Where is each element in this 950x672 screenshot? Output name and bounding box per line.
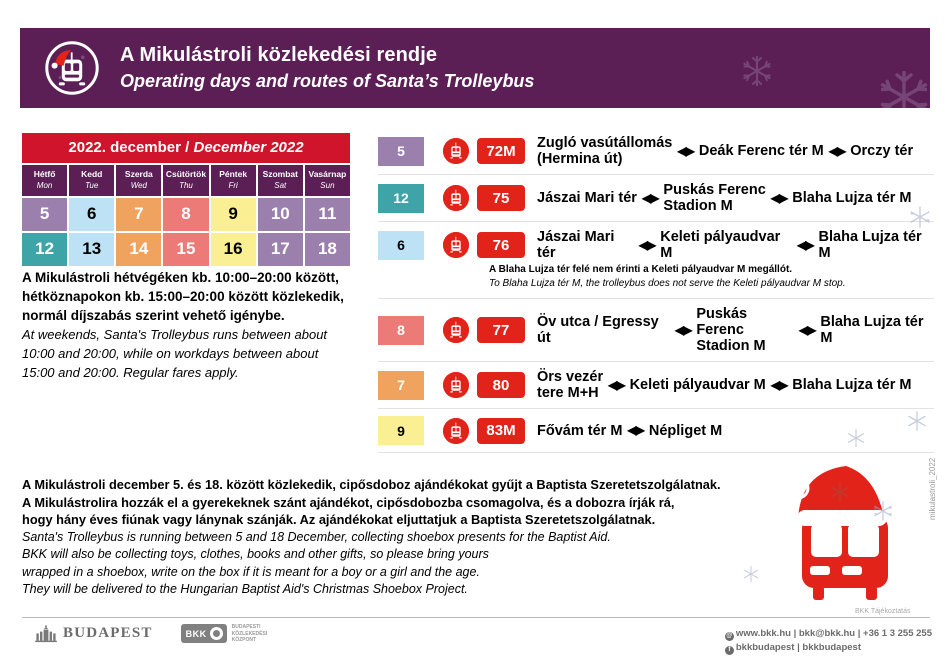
campaign-en-4: They will be delivered to the Hungarian Baptist Aid's Christmas Shoebox Project. [22, 582, 468, 596]
route-date-chip: 8 [378, 316, 424, 345]
schedule-note-hu-2: hétköznapokon kb. 15:00–20:00 között közlekedik, [22, 289, 344, 304]
route-row[interactable] [378, 299, 934, 362]
calendar-week-1 [22, 198, 350, 231]
weekday-label-hu: Vasárnap [308, 169, 347, 179]
snowflake-icon [875, 68, 930, 108]
graphic-caption: BKK Tájékoztatás [855, 608, 911, 615]
route-stops [537, 369, 911, 401]
route-main [378, 369, 934, 401]
footer-divider [22, 617, 930, 618]
trolleybus-icon [443, 317, 469, 343]
facebook-icon: f [725, 646, 734, 655]
weekday-label-hu: Szombat [262, 169, 298, 179]
calendar-weekday-tue [69, 165, 114, 196]
route-stop-1: Jászai Mari tér [537, 190, 637, 206]
route-stops [537, 422, 722, 439]
contact-web-row [725, 627, 932, 641]
campaign-en-1: Santa's Trolleybus is running between 5 and 18 December, collecting shoebox presents for the Baptist Aid. [22, 529, 611, 544]
route-date-chip: 6 [378, 231, 424, 260]
weekday-label-hu: Péntek [219, 169, 248, 179]
route-stop-2: Puskás Ferenc Stadion M [696, 306, 766, 354]
route-list [378, 128, 934, 453]
bkk-logo [181, 624, 268, 644]
weekday-label-en: Fri [228, 181, 238, 190]
calendar-day-17[interactable]: 17 [258, 233, 303, 266]
calendar-weekday-mon [22, 165, 67, 196]
bkk-sub-3: KÖZPONT [231, 637, 257, 643]
route-line-badge[interactable]: 72M [477, 138, 525, 164]
trolleybus-icon-wrapper [443, 418, 469, 444]
contact-line-2[interactable]: bkkbudapest | bkkbudapest [735, 642, 861, 653]
calendar [22, 133, 350, 266]
route-stop-3: Blaha Lujza tér M [792, 190, 912, 206]
route-stop-1: Zugló vasútállomás (Hermina út) [537, 135, 673, 167]
calendar-weekday-wed [116, 165, 161, 196]
route-stop-2: Deák Ferenc tér M [698, 143, 824, 159]
bidirectional-arrow-icon: ◀▶ [638, 237, 656, 252]
bidirectional-arrow-icon: ◀▶ [798, 322, 816, 337]
calendar-day-13[interactable]: 13 [69, 233, 114, 266]
header-title-hu: A Mikulástroli közlekedési rendje [120, 44, 438, 66]
footer-logos [34, 624, 267, 644]
bidirectional-arrow-icon: ◀▶ [770, 190, 788, 205]
schedule-note-en-1: At weekends, Santa's Trolleybus runs between about [22, 327, 328, 342]
route-main [378, 229, 934, 261]
contact-social-row [725, 641, 932, 655]
calendar-day-7[interactable]: 7 [116, 198, 161, 231]
trolleybus-icon-wrapper [443, 185, 469, 211]
route-stop-1: Öv utca / Egressy út [537, 314, 659, 346]
trolleybus-icon-wrapper [443, 232, 469, 258]
route-main [378, 135, 934, 167]
route-note-en: To Blaha Lujza tér M, the trolleybus does not serve the Keleti pályaudvar M stop. [489, 278, 846, 289]
bidirectional-arrow-icon: ◀▶ [677, 143, 694, 158]
route-note-hu: A Blaha Lujza tér felé nem érinti a Keleti pályaudvar M megállót. [489, 264, 793, 275]
route-stops [537, 229, 934, 261]
route-stop-2: Puskás Ferenc Stadion M [663, 182, 766, 214]
weekday-label-hu: Kedd [81, 169, 103, 179]
bidirectional-arrow-icon: ◀▶ [608, 377, 625, 392]
snowflake-icon [742, 565, 760, 583]
route-main [378, 182, 934, 214]
bkk-logo-mark [181, 624, 227, 643]
trolleybus-icon-wrapper [443, 138, 469, 164]
route-stops [537, 135, 913, 167]
calendar-day-9[interactable]: 9 [211, 198, 256, 231]
calendar-weekday-sat [258, 165, 303, 196]
bidirectional-arrow-icon: ◀▶ [627, 423, 644, 437]
campaign-hu-2: A Mikulástrolira hozzák el a gyerekeknek szánt ajándékot, cipősdobozba csomagolva, és a dobozra írják rá, [22, 494, 675, 510]
santa-trolleybus-graphic [780, 458, 910, 608]
route-date-chip: 5 [378, 137, 424, 166]
calendar-day-16[interactable]: 16 [211, 233, 256, 266]
route-row[interactable] [378, 362, 934, 409]
contact-line-1[interactable]: www.bkk.hu | bkk@bkk.hu | +36 1 3 255 255 [735, 628, 932, 639]
bidirectional-arrow-icon: ◀▶ [828, 143, 846, 158]
route-line-badge[interactable]: 75 [477, 185, 525, 211]
budapest-logo-text: BUDAPEST [63, 625, 153, 642]
calendar-day-15[interactable]: 15 [163, 233, 208, 266]
calendar-weekday-thu [163, 165, 208, 196]
schedule-note [22, 268, 367, 382]
trolleybus-icon [443, 418, 469, 444]
bkk-sub-1: BUDAPESTI [231, 624, 261, 630]
route-date-chip: 7 [378, 371, 424, 400]
calendar-day-5[interactable]: 5 [22, 198, 67, 231]
bkk-logo-text: BKK [185, 628, 207, 639]
weekday-label-hu: Szerda [124, 169, 153, 179]
budapest-logo [34, 625, 153, 643]
route-stop-1: Fővám tér M [537, 422, 623, 439]
weekday-label-en: Sat [274, 181, 287, 190]
campaign-en-3: wrapped in a shoebox, write on the box if it is meant for a boy or a girl and the age. [22, 564, 480, 579]
calendar-title [22, 133, 350, 163]
route-stop-1: Örs vezér tere M+H [537, 369, 604, 401]
calendar-weekday-fri [211, 165, 256, 196]
snowflake-icon [872, 500, 894, 522]
bidirectional-arrow-icon: ◀▶ [770, 377, 788, 392]
trolleybus-icon-wrapper [443, 317, 469, 343]
schedule-note-hu-3: normál díjszabás szerint vehető igénybe. [22, 308, 285, 323]
snowflake-icon [740, 54, 774, 88]
campaign-en-2: BKK will also be collecting toys, clothes, books and other gifts, so please bring yours [22, 547, 489, 561]
trolleybus-icon [443, 138, 469, 164]
calendar-weekday-sun [305, 165, 350, 196]
calendar-title-en: December 2022 [193, 139, 304, 156]
schedule-note-en-2: 10:00 and 20:00, while on workdays between about [22, 346, 319, 361]
weekday-label-hu: Csütörtök [165, 169, 207, 179]
bidirectional-arrow-icon: ◀▶ [797, 237, 814, 252]
bidirectional-arrow-icon: ◀▶ [674, 322, 692, 337]
calendar-day-18[interactable]: 18 [305, 233, 350, 266]
bidirectional-arrow-icon: ◀▶ [641, 190, 659, 205]
calendar-day-14[interactable]: 14 [116, 233, 161, 266]
route-stop-3: Orczy tér [850, 143, 914, 159]
route-date-chip: 9 [378, 416, 424, 445]
budapest-crest-icon [34, 625, 58, 643]
schedule-note-hu-1: A Mikulástroli hétvégéken kb. 10:00–20:00 között, [22, 270, 339, 285]
calendar-week-2 [22, 233, 350, 266]
calendar-day-12[interactable]: 12 [22, 233, 67, 266]
weekday-label-en: Tue [85, 181, 99, 190]
route-stop-2: Keleti pályaudvar M [629, 377, 766, 393]
vertical-file-label: mikulastroli_2022 [928, 457, 937, 520]
bkk-logo-subtitle [232, 624, 268, 644]
footer-contact [725, 627, 932, 655]
calendar-day-10[interactable]: 10 [258, 198, 303, 231]
route-stops [537, 306, 934, 354]
calendar-day-8[interactable]: 8 [163, 198, 208, 231]
schedule-note-en-3: 15:00 and 20:00. Regular fares apply. [22, 365, 239, 380]
weekday-label-hu: Hétfő [33, 169, 56, 179]
snowflake-icon [908, 205, 932, 229]
weekday-label-en: Sun [320, 181, 335, 190]
campaign-text [22, 476, 742, 599]
route-line-badge[interactable]: 83M [477, 418, 525, 444]
route-row[interactable] [378, 222, 934, 299]
calendar-weekday-row [22, 165, 350, 196]
route-stop-2: Népliget M [648, 422, 723, 439]
route-stop-3: Blaha Lujza tér M [820, 314, 924, 346]
route-line-badge[interactable]: 77 [477, 317, 525, 343]
weekday-label-en: Wed [130, 181, 147, 190]
page-header [20, 28, 930, 108]
santa-trolleybus-logo-icon [42, 38, 102, 98]
route-date-chip: 12 [378, 184, 424, 213]
weekday-label-en: Mon [36, 181, 53, 190]
globe-icon: @ [726, 633, 733, 639]
campaign-hu-1: A Mikulástroli december 5. és 18. között közlekedik, cipősdoboz ajándékokat gyűjt a Baptista Szeretetszolgálatnak. [22, 477, 721, 492]
campaign-hu-3: hogy hány éves fiúnak vagy lánynak szánják. Az ajándékokat eljuttatjuk a Baptista Szeretetszolgálatnak. [22, 512, 656, 527]
trolleybus-icon-wrapper [443, 372, 469, 398]
route-stop-2: Keleti pályaudvar M [660, 229, 781, 261]
calendar-day-11[interactable]: 11 [305, 198, 350, 231]
calendar-title-separator: / [180, 139, 194, 156]
route-row[interactable] [378, 128, 934, 175]
route-stop-3: Blaha Lujza tér M [818, 229, 922, 261]
calendar-day-6[interactable]: 6 [69, 198, 114, 231]
route-stops [537, 182, 912, 214]
trolleybus-icon [443, 185, 469, 211]
bkk-sub-2: KÖZLEKEDÉSI [231, 630, 268, 637]
route-row[interactable] [378, 175, 934, 222]
snowflake-icon [906, 410, 928, 432]
trolleybus-icon [443, 372, 469, 398]
trolleybus-icon [443, 232, 469, 258]
bkk-ring-icon [210, 627, 223, 640]
snowflake-icon [846, 428, 866, 448]
route-main [378, 306, 934, 354]
route-line-badge[interactable]: 76 [477, 232, 525, 258]
route-note [489, 263, 934, 291]
weekday-label-en: Thu [179, 181, 193, 190]
header-title-en: Operating days and routes of Santa’s Trolleybus [120, 71, 535, 91]
route-stop-3: Blaha Lujza tér M [792, 377, 912, 393]
route-line-badge[interactable]: 80 [477, 372, 525, 398]
calendar-title-hu: 2022. december [68, 139, 181, 156]
route-stop-1: Jászai Mari tér [537, 229, 615, 261]
